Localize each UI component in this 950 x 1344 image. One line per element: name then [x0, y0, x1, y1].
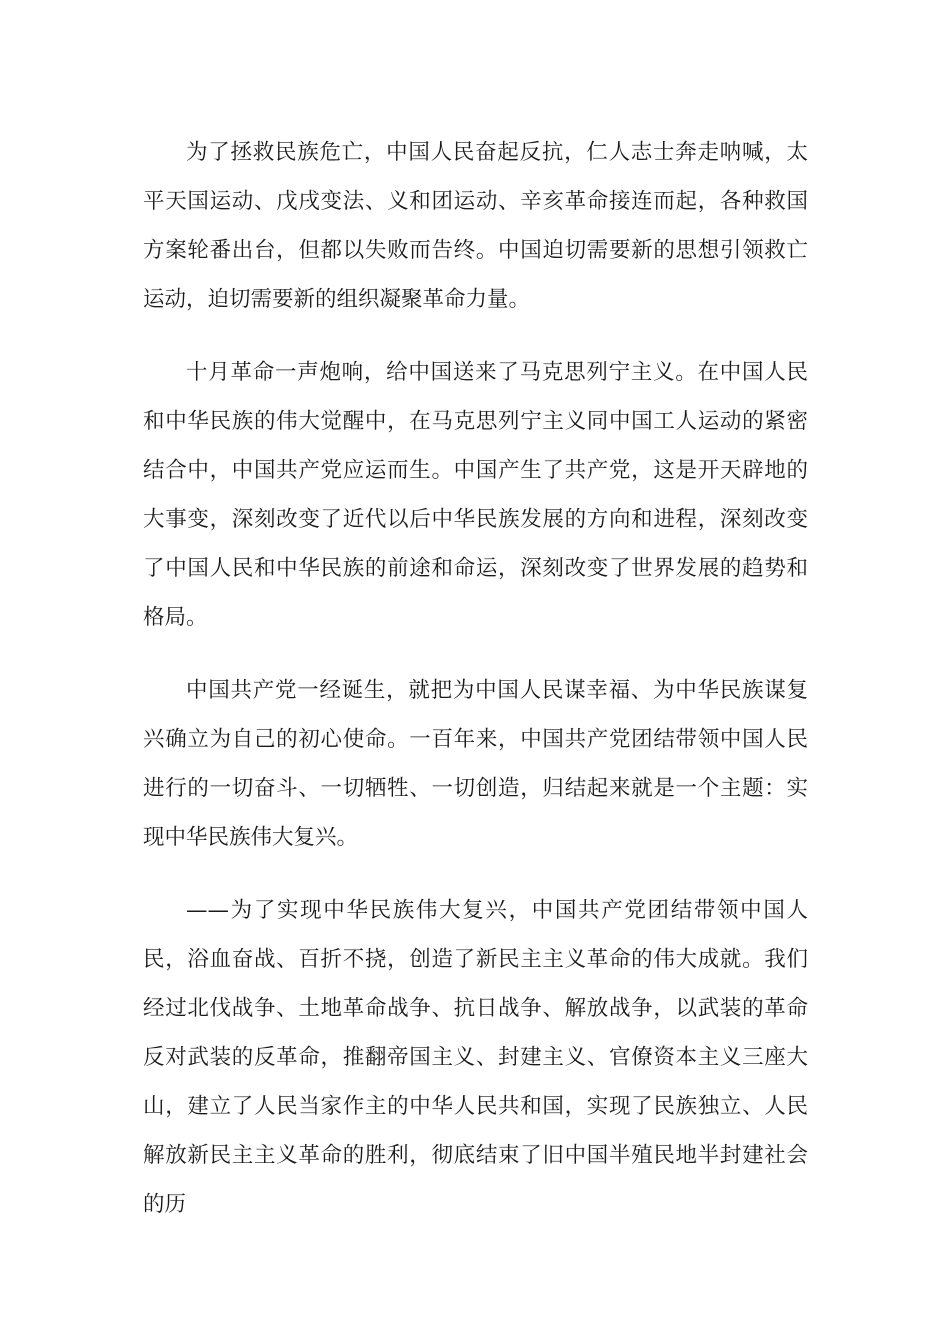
paragraph-3: 中国共产党一经诞生，就把为中国人民谋幸福、为中华民族谋复兴确立为自己的初心使命。一百年来，中国共产党团结带领中国人民进行的一切奋斗、一切牺牲、一切创造，归结起来就是一个主题：实现中华民族伟大复兴。 — [143, 678, 808, 850]
paragraph-1: 为了拯救民族危亡，中国人民奋起反抗，仁人志士奔走呐喊，太平天国运动、戊戌变法、义和团运动、辛亥革命接连而起，各种救国方案轮番出台，但都以失败而告终。中国迫切需要新的思想引领救亡运动，迫切需要新的组织凝聚革命力量。 — [143, 140, 808, 312]
paragraph-2: 十月革命一声炮响，给中国送来了马克思列宁主义。在中国人民和中华民族的伟大觉醒中，在马克思列宁主义同中国工人运动的紧密结合中，中国共产党应运而生。中国产生了共产党，这是开天辟地的大事变，深刻改变了近代以后中华民族发展的方向和进程，深刻改变了中国人民和中华民族的前途和命运，深刻改变了世界发展的趋势和格局。 — [143, 360, 808, 630]
document-body — [143, 128, 808, 1229]
paragraph-4: ——为了实现中华民族伟大复兴，中国共产党团结带领中国人民，浴血奋战、百折不挠，创造了新民主主义革命的伟大成就。我们经过北伐战争、土地革命战争、抗日战争、解放战争，以武装的革命反对武装的反革命，推翻帝国主义、封建主义、官僚资本主义三座大山，建立了人民当家作主的中华人民共和国，实现了民族独立、人民解放新民主主义革命的胜利，彻底结束了旧中国半殖民地半封建社会的历 — [143, 898, 808, 1217]
